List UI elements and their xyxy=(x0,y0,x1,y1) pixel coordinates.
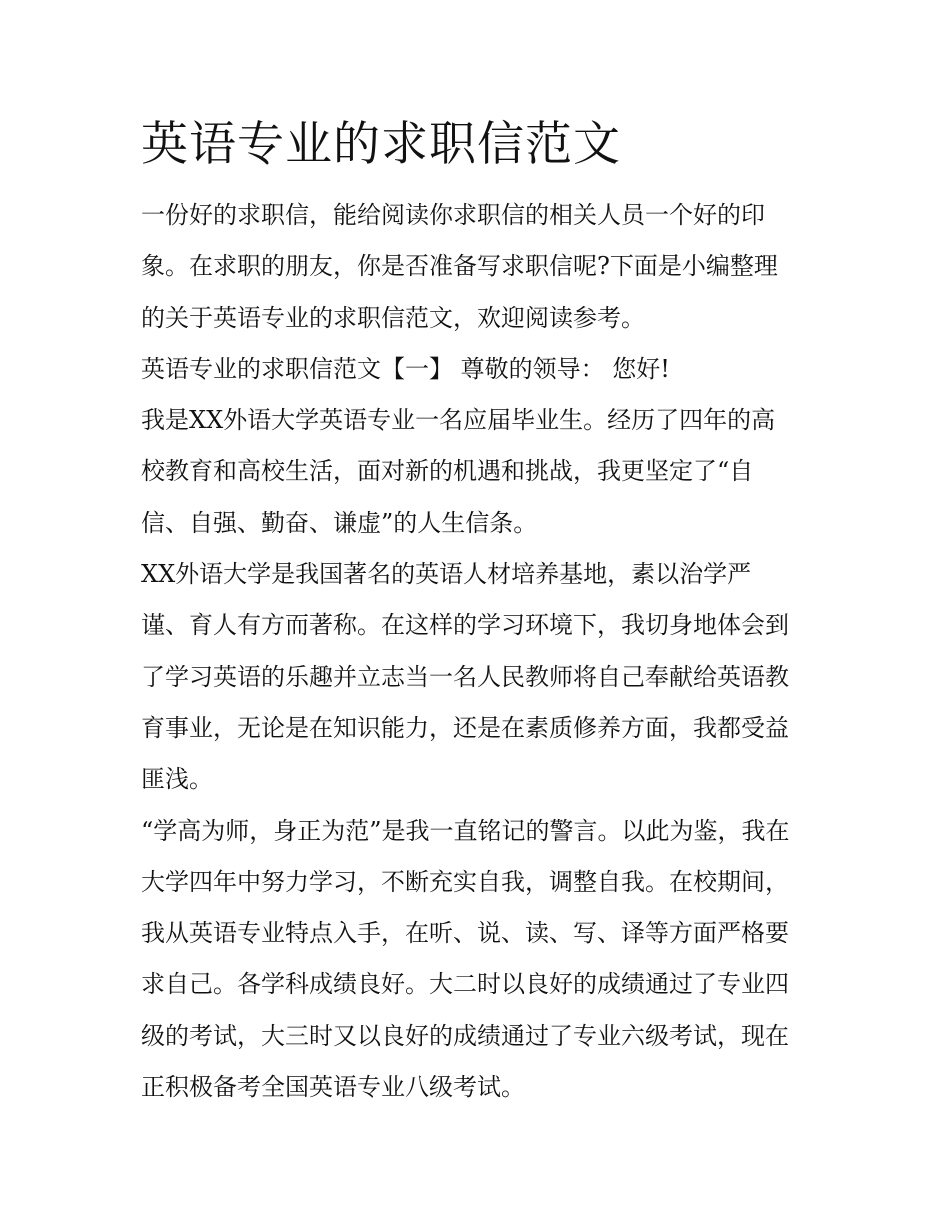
body-line: 一份好的求职信，能给阅读你求职信的相关人员一个好的印 xyxy=(141,201,765,229)
document-title: 英语专业的求职信范文 xyxy=(141,117,621,172)
body-line: 了学习英语的乐趣并立志当一名人民教师将自己奉献给英语教 xyxy=(141,662,789,691)
document-body xyxy=(141,190,821,1113)
body-line: 我从英语专业特点入手，在听、说、读、写、译等方面严格要 xyxy=(141,919,789,948)
body-line: XX外语大学是我国著名的英语人材培养基地，素以治学严 xyxy=(141,560,752,589)
body-line: 育事业，无论是在知识能力，还是在素质修养方面，我都受益 xyxy=(141,713,789,742)
body-line: “学高为师，身正为范”是我一直铭记的警言。以此为鉴，我在 xyxy=(141,816,790,845)
body-line: 匪浅。 xyxy=(141,765,213,794)
body-line: 象。在求职的朋友，你是否准备写求职信呢?下面是小编整理 xyxy=(141,252,778,281)
body-line: 求自己。各学科成绩良好。大二时以良好的成绩通过了专业四 xyxy=(141,970,789,999)
document-page xyxy=(141,112,821,1113)
body-line: 级的考试，大三时又以良好的成绩通过了专业六级考试，现在 xyxy=(141,1021,789,1050)
body-line: 校教育和高校生活，面对新的机遇和挑战，我更坚定了“自 xyxy=(141,457,754,486)
body-line: 信、自强、勤奋、谦虚”的人生信条。 xyxy=(141,508,538,537)
body-line: 我是XX外语大学英语专业一名应届毕业生。经历了四年的高 xyxy=(141,406,776,435)
section-heading-line: 英语专业的求职信范文【一】 尊敬的领导： 您好! xyxy=(141,354,670,383)
body-line: 谨、育人有方而著称。在这样的学习环境下，我切身地体会到 xyxy=(141,611,789,640)
body-line: 正积极备考全国英语专业八级考试。 xyxy=(141,1073,525,1102)
body-line: 的关于英语专业的求职信范文，欢迎阅读参考。 xyxy=(141,303,645,332)
body-line: 大学四年中努力学习，不断充实自我，调整自我。在校期间， xyxy=(141,867,789,896)
